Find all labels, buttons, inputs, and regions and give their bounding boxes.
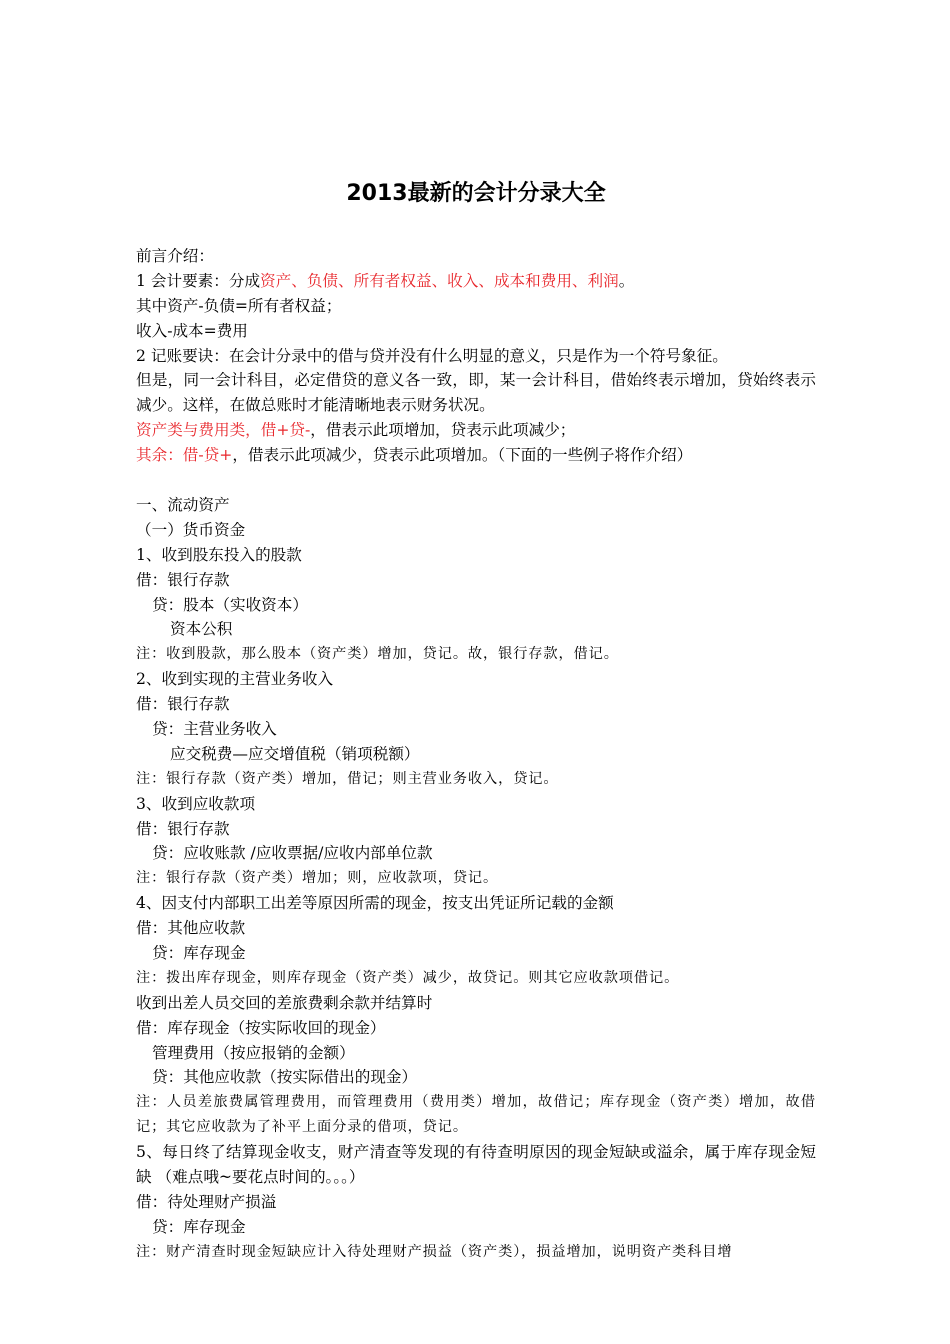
entry-4-credit: 贷：库存现金 [152, 943, 246, 962]
entry-3-note: 注：银行存款（资产类）增加；则，应收款项，贷记。 [136, 870, 499, 887]
bookkeeping-rule-detail: 但是，同一会计科目，必定借贷的意义各一致，即，某一会计科目，借始终表示增加，贷始终表示减少。这样，在做总账时才能清晰地表示财务状况。 [136, 371, 816, 415]
entry-4-title: 4、因支付内部职工出差等原因所需的现金，按支出凭证所记载的金额 [136, 894, 614, 913]
spacer [136, 468, 816, 493]
elements-suffix: 。 [618, 271, 635, 290]
entry-2-credit-2: 应交税费—应交增值税（销项税额） [170, 744, 420, 763]
subsection-heading: （一）货币资金 [136, 520, 246, 539]
entry-4-note: 注：拨出库存现金，则库存现金（资产类）减少，故贷记。则其它应收款项借记。 [136, 969, 680, 986]
entry-4-debit: 借：其他应收款 [136, 919, 246, 938]
entry-5-title: 5、每日终了结算现金收支，财产清查等发现的有待查明原因的现金短缺或溢余，属于库存现金短缺 （难点哦~要花点时间的。。。） [136, 1143, 816, 1187]
bookkeeping-rule: 2 记账要诀：在会计分录中的借与贷并没有什么明显的意义，只是作为一个符号象征。 [136, 346, 728, 365]
entry-4-settlement-title: 收到出差人员交回的差旅费剩余款并结算时 [136, 993, 433, 1012]
elements-prefix: 1 会计要素：分成 [136, 271, 261, 290]
entry-1-credit: 贷：股本（实收资本） [152, 595, 308, 614]
equation-line-2: 收入-成本=费用 [136, 321, 248, 340]
entry-1-debit: 借：银行存款 [136, 570, 230, 589]
intro-heading: 前言介绍： [136, 247, 214, 265]
asset-rule-line [136, 418, 816, 443]
entry-2-debit: 借：银行存款 [136, 695, 230, 714]
entry-5-debit: 借：待处理财产损溢 [136, 1192, 277, 1211]
entry-4-settlement-debit-2: 管理费用（按应报销的金额） [152, 1043, 355, 1062]
other-rule-line [136, 443, 816, 468]
entry-4-settlement-credit: 贷：其他应收款（按实际借出的现金） [152, 1068, 418, 1087]
entry-4-settlement-debit: 借：库存现金（按实际收回的现金） [136, 1018, 386, 1037]
entry-3-credit: 贷：应收账款 /应收票据/应收内部单位款 [152, 844, 433, 863]
accounting-elements-line [136, 269, 816, 294]
asset-rule-highlight: 资产类与费用类，借+贷- [136, 421, 311, 440]
entry-2-note: 注：银行存款（资产类）增加，借记；则主营业务收入，贷记。 [136, 770, 559, 787]
entry-1-note: 注：收到股款，那么股本（资产类）增加，贷记。故，银行存款，借记。 [136, 646, 619, 663]
document-body [136, 244, 816, 1265]
entry-1-title: 1、收到股东投入的股款 [136, 545, 302, 564]
entry-2-credit: 贷：主营业务收入 [152, 719, 277, 738]
other-rule-text: ，借表示此项减少，贷表示此项增加。（下面的一些例子将作介绍） [232, 446, 693, 465]
entry-1-credit-2: 资本公积 [170, 620, 233, 639]
entry-3-title: 3、收到应收款项 [136, 794, 256, 813]
section-heading: 一、流动资产 [136, 495, 230, 514]
elements-highlight: 资产、负债、所有者权益、收入、成本和费用、利润 [260, 271, 619, 290]
equation-line-1: 其中资产-负债=所有者权益； [136, 296, 342, 315]
entry-3-debit: 借：银行存款 [136, 819, 230, 838]
entry-5-note: 注：财产清查时现金短缺应计入待处理财产损益（资产类），损益增加，说明资产类科目增 [136, 1243, 733, 1260]
other-rule-highlight: 其余：借-贷+ [136, 446, 233, 465]
entry-5-credit: 贷：库存现金 [152, 1217, 246, 1236]
entry-2-title: 2、收到实现的主营业务收入 [136, 670, 334, 689]
document-title: 2013最新的会计分录大全 [346, 181, 606, 206]
asset-rule-text: ，借表示此项增加，贷表示此项减少； [310, 421, 576, 440]
entry-4-settlement-note: 注：人员差旅费属管理费用，而管理费用（费用类）增加，故借记；库存现金（资产类）增加，故借记；其它应收款为了补平上面分录的借项，贷记。 [136, 1094, 816, 1136]
